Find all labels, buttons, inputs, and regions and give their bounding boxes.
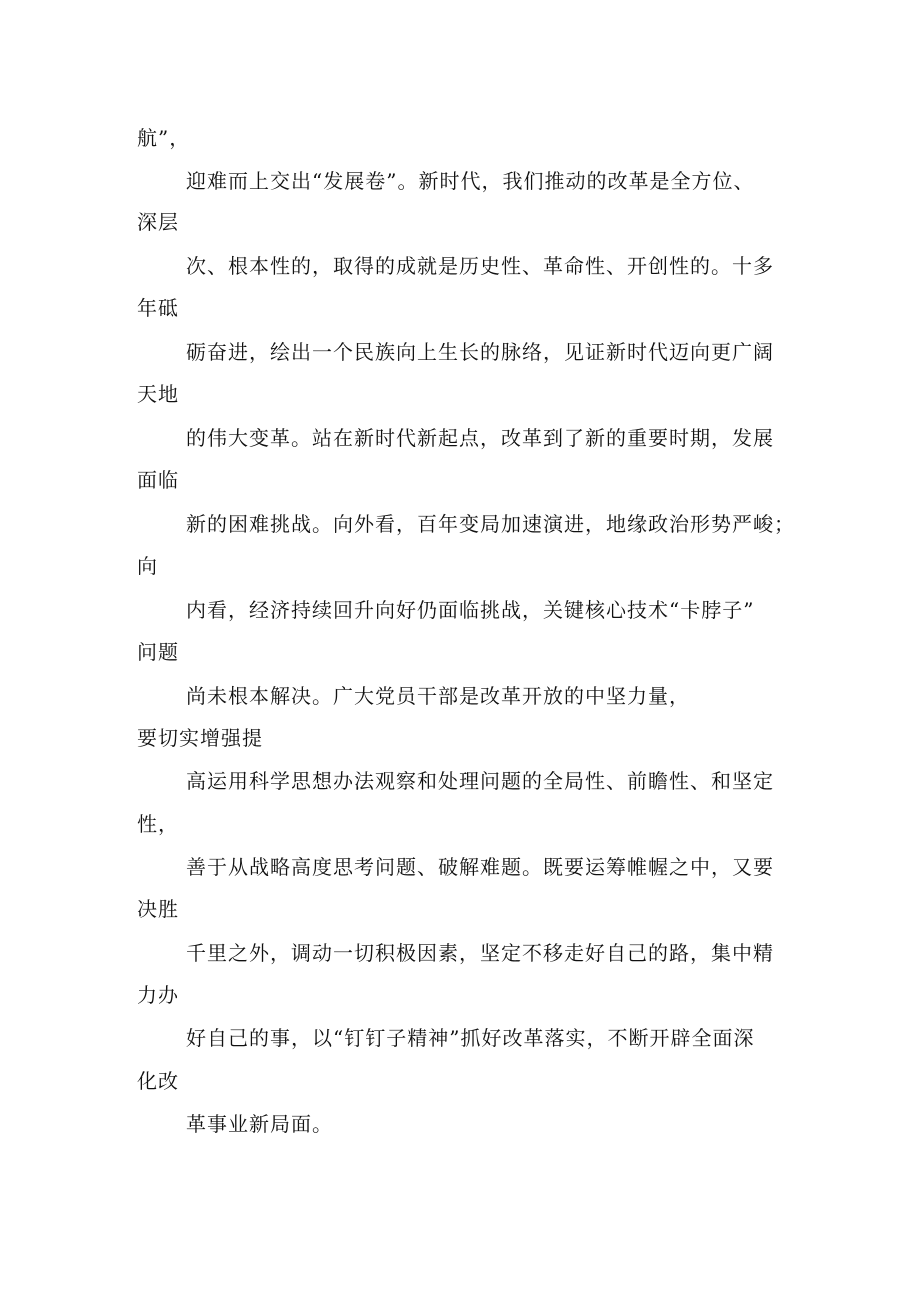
text-line: 革事业新局面。: [186, 1112, 333, 1136]
text-line: 高运用科学思想办法观察和处理问题的全局性、前瞻性、和坚定: [186, 769, 774, 793]
text-line: 要切实增强提: [137, 726, 263, 750]
text-line: 面临: [137, 468, 179, 492]
text-line: 砺奋进，绘出一个民族向上生长的脉络，见证新时代迈向更广阔: [186, 340, 774, 364]
text-line: 性，: [137, 812, 179, 836]
text-line: 向: [137, 554, 158, 578]
text-line: 力办: [137, 983, 179, 1007]
text-line: 千里之外，调动一切积极因素，坚定不移走好自己的路，集中精: [186, 941, 774, 965]
text-line: 年砥: [137, 296, 179, 320]
text-line: 航”，: [137, 126, 191, 150]
text-line: 决胜: [137, 897, 179, 921]
text-line: 迎难而上交出“发展卷”。新时代，我们推动的改革是全方位、: [186, 169, 755, 193]
text-line: 化改: [137, 1069, 179, 1093]
text-line: 尚未根本解决。广大党员干部是改革开放的中坚力量，: [186, 684, 690, 708]
text-line: 天地: [137, 382, 179, 406]
text-line: 好自己的事，以“钉钉子精神”抓好改革落实，不断开辟全面深: [186, 1026, 755, 1050]
text-line: 深层: [137, 210, 179, 234]
text-line: 次、根本性的，取得的成就是历史性、革命性、开创性的。十多: [186, 254, 774, 278]
text-line: 善于从战略高度思考问题、破解难题。既要运筹帷幄之中，又要: [186, 855, 774, 879]
text-line: 问题: [137, 640, 179, 664]
text-line: 新的困难挑战。向外看，百年变局加速演进，地缘政治形势严峻；: [186, 512, 795, 536]
text-line: 内看，经济持续回升向好仍面临挑战，关键核心技术“卡脖子”: [186, 598, 755, 622]
text-line: 的伟大变革。站在新时代新起点，改革到了新的重要时期，发展: [186, 426, 774, 450]
